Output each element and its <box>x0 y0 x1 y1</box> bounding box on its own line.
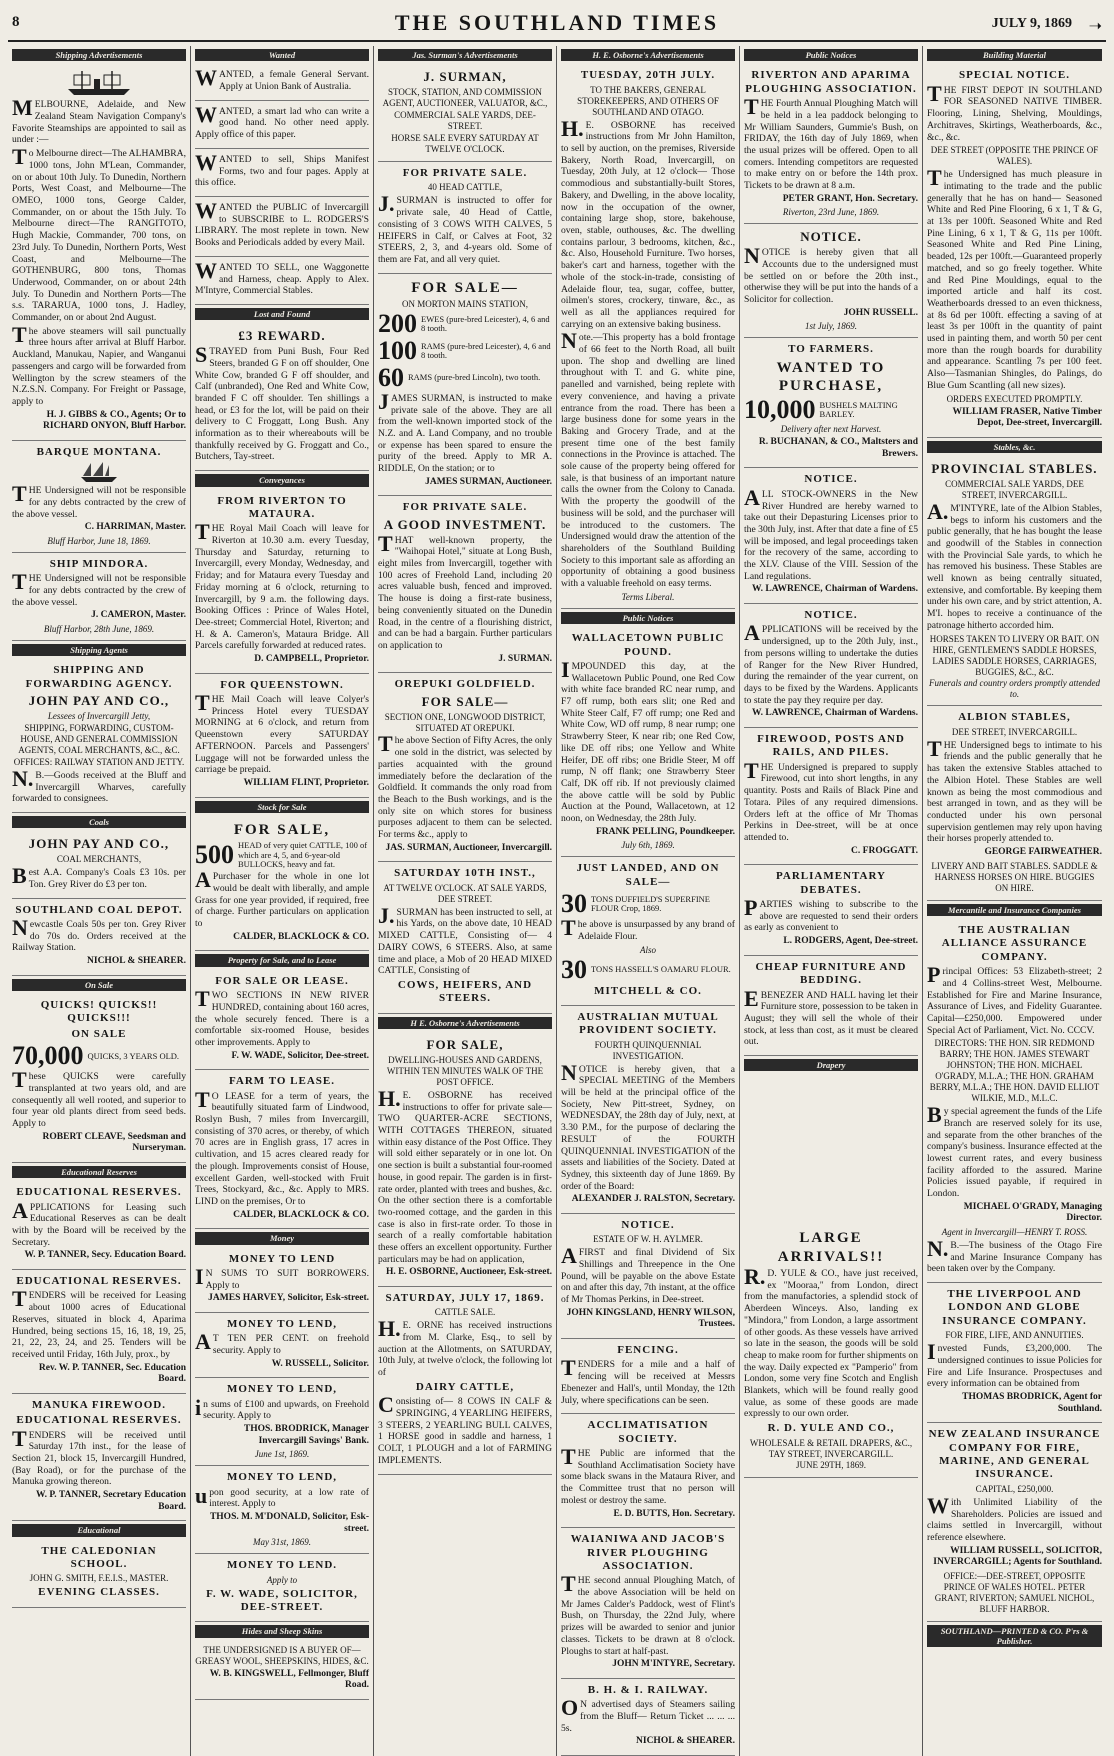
section-money: Money <box>195 1232 369 1244</box>
column-1 <box>8 46 191 1756</box>
ad-barque-montana: BARQUE MONTANA. THE Undersigned will not be responsible for any debts contracted by the crew of the above vessel. C. HARRIMAN, Master. Bluff Harbor, June 18, 1869. <box>12 441 186 553</box>
ad-educational-reserves-3: MANUKA FIREWOOD. EDUCATIONAL RESERVES. TENDERS will be received until Saturday 17th inst., for the lease of Section 21, block 15, Invercargill Hundred, (Bay Road), or for the purchase of the Manuka growing thereon. W. P. TANNER, Secretary Education Board. <box>12 1394 186 1521</box>
ad-good-investment: FOR PRIVATE SALE. A GOOD INVESTMENT. THAT well-known property, the "Waihopai Hotel," situate at Long Bush, eight miles from Invercargill, together with 100 acres of Freehold Land, including 20 acres valuable bush, fenced and improved. The house is doing a first-rate business, being conveniently situated on the Dunedin Road, in the centre of a flourishing district, and can be had a bargain. Further particulars on application to J. SURMAN. <box>378 496 552 673</box>
section-mercantile: Mercantile and Insurance Companies <box>927 904 1102 916</box>
ad-provincial-stables: PROVINCIAL STABLES. COMMERCIAL SALE YARDS, DEE STREET, INVERCARGILL. A.M'INTYRE, late of the Albion Stables, begs to inform his customers and the public generally, that he has bought the lease and goodwill of the Stables in connection with the Provincial Sale yards, to which he has removed his business. These Stables are well known as being centrally situated, extensive, and comfortable. By keeping them under his own care, and by strict attention, A. M'I. hopes to receive a continuance of the patronage hitherto accorded him. HORSES TAKEN TO LIVERY OR BAIT. ON HIRE, GENTLEMEN'S SADDLE HORSES, LADIES SADDLE HORSES, CARRIAGES, BUGGIES, &C., &C. Funerals and country orders promptly attended to. <box>927 456 1102 706</box>
ad-dwelling-houses: FOR SALE, DWELLING-HOUSES AND GARDENS, WITHIN TEN MINUTES WALK OF THE POST OFFICE. H.E. OSBORNE has received instructions to offer for private sale— TWO QUARTER-ACRE SECTIONS, WITH COTTAGES THEREON, situated within easy distance of the Post Office. They will sold either separately or in one lot. On one section is built a substantial four-roomed house, in good repair. The garden is in first-rate order, planted with trees and bushes, &c. On the other section there is a comfortable two-roomed cottage, and the garden in this case is also in first-rate order. To those in search of a really comfortable habitation these offers an excellent opportunity. Further particulars may be had on application, H. E. OSBORNE, Auctioneer, Esk-street. <box>378 1032 552 1287</box>
ad-wanted-1: WANTED, a female General Servant. Apply at Union Bank of Australia. <box>195 64 369 100</box>
ad-caledonian-school: THE CALEDONIAN SCHOOL. JOHN G. SMITH, F.E.I.S., MASTER. EVENING CLASSES. <box>12 1540 186 1608</box>
ad-john-pay-coals: JOHN PAY AND CO., COAL MERCHANTS, Best A.A. Company's Coals £3 10s. per Ton. Grey River do £3 per ton. <box>12 831 186 898</box>
ad-fencing: FENCING. TENDERS for a mile and a half of fencing will be received at Messrs Ebenezer and Hall's, until Monday, the 12th July, where specifications can be seen. <box>561 1339 735 1414</box>
column-2 <box>191 46 374 1756</box>
section-educational-reserves: Educational Reserves <box>12 1166 186 1178</box>
ad-special-notice-timber: SPECIAL NOTICE. THE FIRST DEPOT IN SOUTHLAND FOR SEASONED NATIVE TIMBER. Flooring, Lining, Shelving, Mouldings, Architraves, Skirtings, Weatherboards, &c., &c., &c. DEE STREET (OPPOSITE THE PRINCE OF WALES). The Undersigned has much pleasure in intimating to the trade and the public generally that he has on hand— Seasoned White and Red Pine Flooring, 6 x 1, T & G, at 13s per 100ft. Seasoned White and Red Pine Lining, 6 x 1, T & G, 11s per 100ft. Seasoned White and Red Pine Lining, beaded, 12s per 100ft.—Guaranteed properly matched, and so go freely together. White and Red Pine Mouldings, equal to the imported article and half its cost. Weatherboards dressed to an even thickness, at 8s 6d per 100ft. effecting a saving of at least 3s per 100ft in the quantity of paint used in painting them, and worth 50 per cent more than the rough boards for durability and appearance. Scantling 7s per 100 feet. Also—Tasmanian Shingles, do Palings, do Blue Gum Scantling (all new sizes). ORDERS EXECUTED PROMPTLY. WILLIAM FRASER, Native Timber Depot, Dee-street, Invercargill. <box>927 64 1102 437</box>
column-4 <box>557 46 740 1756</box>
ad-firewood: FIREWOOD, POSTS AND RAILS, AND PILES. THE Undersigned is prepared to supply Firewood, cut into short lengths, in any quantity. Posts and Rails of Black Pine and Totara. Piles of any required dimensions. Orders left at the office of Mr Thomas Perkins in Dee-street, will be at once attended to. C. FROGGATT. <box>744 728 918 865</box>
section-stock-for-sale: Stock for Sale <box>195 801 369 813</box>
ad-australian-alliance: THE AUSTRALIAN ALLIANCE ASSURANCE COMPANY. Principal Offices: 53 Elizabeth-street; 2 and 4 Collins-street West, Melbourne. Established for Fire and Marine Insurance, Assurance of Lives, and Fidelity Guarantee. Capital—£250,000. Empowered under Special Act of Parliament, Vict. No. CCCV. DIRECTORS: THE HON. SIR REDMOND BARRY; THE HON. JAMES STEWART JOHNSTON; THE HON. MICHAEL O'GRADY, M.L.A.; THE HON. GRAHAM BERRY, M.L.A.; THE HON. DAVID ELLIOT WILKIE, M.D., M.L.C. By special agreement the funds of the Life Branch are reserved solely for its use, and separate from the other branches of the company's business. Insurance effected at the lowest current rates, and every business facility afforded to the assured. Marine Policies issued payable, if required in London. MICHAEL O'GRADY, Managing Director. Agent in Invercargill—HENRY T. ROSS. N.B.—The business of the Otago Fire and Marine Insurance Company has been taken over by the Company. <box>927 919 1102 1283</box>
ad-waianiwa-ploughing: WAIANIWA AND JACOB'S RIVER PLOUGHING ASSOCIATION. THE second annual Ploughing Match, of the above Association will be held on Mr James Calder's Paddock, west of Flint's Bush, on Thursday, the 22nd July, where prizes will be awarded to senior and junior classes. Tickets to be drawn at 8 o'clock. Ploughs to start at half-past. JOHN M'INTYRE, Secretary. <box>561 1528 735 1679</box>
section-lost-found: Lost and Found <box>195 308 369 320</box>
section-coals: Coals <box>12 816 186 828</box>
ad-wanted-4: WANTED the PUBLIC of Invercargill to SUBSCRIBE to L. RODGERS'S LIBRARY. The most replete in town. New Books and Periodicals added by every Mail. <box>195 197 369 257</box>
section-on-sale: On Sale <box>12 979 186 991</box>
issue-date: JULY 9, 1869 <box>991 16 1072 31</box>
ad-railway: B. H. & I. RAILWAY. ON advertised days of Steamers sailing from the Bluff— Return Ticket ... ... ... 5s. NICHOL & SHEARER. <box>561 1679 735 1756</box>
ad-large-arrivals: LARGE ARRIVALS!! R.D. YULE & CO., have just received, ex "Mooraa," from London, direct from the manufactories, a splendid stock of Aberdeen Winceys. Also, landing ex "Mindora," from London, a large assortment of other goods. As these vessels have arrived so late in the season, the goods will be sold cheap to make room for further shipments on the way. Daily expected ex "Pamperio" from London, some very fine Scotch and English Blankets, which will be found really good value, as some of these goods are made expressly to our own order. R. D. YULE AND CO., WHOLESALE & RETAIL DRAPERS, &C., TAY STREET, INVERCARGILL. JUNE 29TH, 1869. <box>744 1224 918 1478</box>
ad-wanted-3: WANTED to sell, Ships Manifest Forms, two and four pages. Apply at this office. <box>195 149 369 197</box>
ad-queenstown: FOR QUEENSTOWN. THE Mail Coach will leave Colyer's Princess Hotel every TUESDAY MORNING at 6 o'clock, and return from Queenstown every SATURDAY AFTERNOON. Parcels and Passengers' Luggage will not be forwarded unless the carriage be prepaid. WILLIAM FLINT, Proprietor. <box>195 674 369 798</box>
section-wanted: Wanted <box>195 49 369 61</box>
ad-cattle-for-sale: FOR SALE, 500 HEAD of very quiet CATTLE, 100 of which are 4, 5, and 6-year-old BULLOCKS, heavy and fat. APurchaser for the whole in one lot would be dealt with liberally, and ample Grass for one year provided, if required, free of charge. Further particulars on application to CALDER, BLACKLOCK & CO. <box>195 816 369 951</box>
section-shipping: Shipping Advertisements <box>12 49 186 61</box>
ad-farm-to-lease: FARM TO LEASE. TO LEASE for a term of years, the beautifully situated farm of Lindwood, Roslyn Bush, 7 miles from Invercargill, consisting of 370 acres, or thereby, of which 70 acres are in English grass, 17 acres in cultivation, and 15 acres cleared ready for the plough. Improvements consist of House, excellent Garden, well-stocked with Fruit Trees, Stockyard, &c., &c. Apply to MRS. LIND on the premises, Or to CALDER, BLACKLOCK & CO. <box>195 1070 369 1229</box>
ad-liverpool-london: THE LIVERPOOL AND LONDON AND GLOBE INSURANCE COMPANY. FOR FIRE, LIFE, AND ANNUITIES. Invested Funds, £3,200,000. The undersigned continues to issue Policies for Fire and Life Insurance. Prospectuses and every information can be obtained from THOMAS BRODRICK, Agent for Southland. <box>927 1283 1102 1423</box>
ad-notice-stockowners: NOTICE. ALL STOCK-OWNERS in the New River Hundred are hereby warned to take out their Depasturing Licenses prior to the 30th July, inst. After that date a fine of £5 will be imposed, and legal proceedings taken for the recovery of the same, according to the XLV. Clause of the VIII. Session of the Land regulations. W. LAWRENCE, Chairman of Wardens. <box>744 468 918 604</box>
section-building-material: Building Material <box>927 49 1102 61</box>
ad-southland-coal-depot: SOUTHLAND COAL DEPOT. Newcastle Coals 50s per ton. Grey River do 70s do. Orders received at the Railway Station. NICHOL & SHEARER. <box>12 899 186 976</box>
ad-ship-mindora: SHIP MINDORA. THE Undersigned will not be responsible for any debts contracted by the crew of the above vessel. J. CAMERON, Master. Bluff Harbor, 28th June, 1869. <box>12 553 186 641</box>
column-6 <box>923 46 1106 1756</box>
section-public-notices: Public Notices <box>561 612 735 624</box>
ad-saturday-10th: SATURDAY 10TH INST., AT TWELVE O'CLOCK. AT SALE YARDS, DEE STREET. J.SURMAN has been instructed to sell, at his Yards, on the above date, 10 HEAD MIXED CATTLE, Consisting of— 4 DAIRY COWS, 6 STEERS. Also, at same time and place, a Mob of 20 HEAD MIXED CATTLE, Consisting of COWS, HEIFERS, AND STEERS. <box>378 862 552 1013</box>
ad-to-farmers: TO FARMERS. WANTED TO PURCHASE, 10,000 BUSHELS MALTING BARLEY. Delivery after next Harvest. R. BUCHANAN, & CO., Maltsters and Brewers. <box>744 338 918 468</box>
ad-private-sale-cattle: FOR PRIVATE SALE. 40 HEAD CATTLE, J.SURMAN is instructed to offer for private sale, 40 Head of Cattle, consisting of 3 COWS WITH CALVES, 5 HEIFERS in Calf, or Calves at Foot, 32 STEERS, 2, 3, and 4-years old. Some of them are Fat, and all very quiet. <box>378 162 552 274</box>
ad-wanted-2: WANTED, a smart lad who can write a good hand. No other need apply. Apply office of this paper. <box>195 101 369 149</box>
ad-melbourne-steamers: MELBOURNE, Adelaide, and New Zealand Steam Navigation Company's Favorite Steamships are appointed to sail as under :— To Melbourne direct—The ALHAMBRA, 1000 tons, John M'Lean, Commander, on or about 10th July. To Dunedin, Northern Ports, West Coast, and Melbourne—The OMEO, 1000 tons, George Calder, Commander, on or about the 15th July. To Melbourne direct—The RANGITOTO, Hugh Mackie, Commander, 700 tons, on 23rd July. To Dunedin, Northern Ports, West Coast, and Melbourne—The GOTHENBURG, 800 tons, Thomas Underwood, Commander, on or about 24th July. To Dunedin and Northern Ports—The s.s. TARARUA, 1000 tons, J. Hadley, Commander, on or about 2nd August. The above steamers will sail punctually three hours after arrival at Bluff Harbor. Auckland, Manukau, Napier, and Wanganui passengers and cargo will be forwarded from Wellington by the screw steamers of the N.Z.S.N. Company. For Freight or Passage, apply to H. J. GIBBS & CO., Agents; Or to RICHARD ONYON, Bluff Harbor. <box>12 64 186 440</box>
ad-aylmer-estate: NOTICE. ESTATE OF W. H. AYLMER. AFIRST and final Dividend of Six Shillings and Threepence in the One Pound, will be payable on the above Estate on and after this day, 7th instant, at the office of Mr Thomas Perkins, in Dee-street. JOHN KINGSLAND, HENRY WILSON, Trustees. <box>561 1214 735 1339</box>
ad-parliamentary-debates: PARLIAMENTARY DEBATES. PARTIES wishing to subscribe to the above are requested to send their orders as early as convenient to L. RODGERS, Agent, Dee-street. <box>744 865 918 956</box>
ad-flour: JUST LANDED, AND ON SALE— 30 TONS DUFFIELD'S SUPERFINE FLOUR Crop, 1869. The above is unsurpassed by any brand of Adelaide Flour. Also 30 TONS HASSELL'S OAMARU FLOUR. MITCHELL & CO. <box>561 857 735 1006</box>
ad-wanted-5: WANTED TO SELL, one Waggonette and Harness, cheap. Apply to Alex. M'Intyre, Commercial Stables. <box>195 257 369 305</box>
ad-john-pay-agency: SHIPPING AND FORWARDING AGENCY. JOHN PAY AND CO., Lessees of Invercargill Jetty, SHIPPING, FORWARDING, CUSTOM-HOUSE, AND GENERAL COMMISSION AGENTS, COAL MERCHANTS, &C., &C. OFFICES: RAILWAY STATION AND JETTY. N.B.—Goods received at the Bluff and Invercargill Wharves, carefully forwarded to consignees. <box>12 659 186 813</box>
ad-quicks: QUICKS! QUICKS!! QUICKS!!! ON SALE 70,000 QUICKS, 3 YEARS OLD. These QUICKS were carefully transplanted at two years old, and are consequently all well rooted, and superior to four year old plants direct from seed beds. Apply to ROBERT CLEAVE, Seedsman and Nurseryman. <box>12 994 186 1163</box>
section-surman: Jas. Surman's Advertisements <box>378 49 552 61</box>
ad-educational-reserves-2: EDUCATIONAL RESERVES. TENDERS will be received for Leasing about 1000 acres of Educational Reserves, situated in block 4, Aparima Hundred, being sections 15, 16, 18, 19, 25, 21, 22, 23, 24, and 25. Tenders will be received until Friday, 16th July, prox., by Rev. W. P. TANNER, Sec. Education Board. <box>12 1270 186 1394</box>
section-shipping-agents: Shipping Agents <box>12 644 186 656</box>
ad-money-5: MONEY TO LEND. Apply to F. W. WADE, SOLICITOR, DEE-STREET. <box>195 1554 369 1622</box>
ad-bakery-sale: TUESDAY, 20TH JULY. TO THE BAKERS, GENERAL STOREKEEPERS, AND OTHERS OF SOUTHLAND AND OTAGO. H.E. OSBORNE has received instructions from Mr John Hamilton, to sell by auction, on the premises, Riverside Bakery, North Road, Invercargill, on Tuesday, 20th July, at 12 o'clock— Those commodious and substantially-built Stores, Bakery, and Dwelling, in the above locality, now in the occupation of the owner, containing large shop, store, bakehouse, oven, stable, outhouses, &c. The dwelling contains parlour, 3 bedrooms, kitchen, &c., &c. Also, Household Furniture. Two horses, baker's cart and harness, together with the whole of the stock-in-trade, consisting of Adelaide flour, tea, sugar, coffee, butter, oilmen's stores, crockery, tinware, &c., as well as all the appliances required for carrying on an extensive baking business. Note.—This property has a bold frontage of 66 feet to the North Road, all built upon. The shop and dwelling are lined throughout with T. and G. white pine, panelled and varnished, being replete with every convenience, and having a private entrance from the road. There has been a large business done for some years in the Baking and Grocery Trade, and at the present time one of the best family connections in the Province is attached. The sole cause of the property being offered for sale, is that business of an important nature calls the owner from the Colony to Canada. With the property the goodwill of the business will be sold, and the purchaser will be introduced to the customers. The Undersigned would draw the attention of the shareholders of the Southland Building Society to this important sale as affording an opportunity of obtaining a good business with a valuable freehold on easy terms. Terms Liberal. <box>561 64 735 608</box>
ad-amp-society: AUSTRALIAN MUTUAL PROVIDENT SOCIETY. FOURTH QUINQUENNIAL INVESTIGATION. NOTICE is hereby given, that a SPECIAL MEETING of the Members will be held at the principal office of the Society, New Pitt-street, Sydney, on WEDNESDAY, the 28th day of July, next, at 3.30 P.M., for the purpose of declaring the RESULT of the FOURTH QUINQUENNIAL INVESTIGATION of the assets and liabilities of the Society. Dated at Sydney, this sixteenth day of June 1869. By order of the Board: ALEXANDER J. RALSTON, Secretary. <box>561 1006 735 1214</box>
newspaper-title: THE SOUTHLAND TIMES <box>394 10 720 35</box>
ad-notice-ranger: NOTICE. APPLICATIONS will be received by the undersigned, up to the 20th July, inst., from persons willing to undertake the duties of Ranger for the New River Hundred, during the remainder of the year current, on days to be fixed by the Wardens. Applicants to state the pay they require per day. W. LAWRENCE, Chairman of Wardens. <box>744 604 918 728</box>
column-3 <box>374 46 557 1756</box>
ad-money-1: MONEY TO LEND IN SUMS TO SUIT BORROWERS. Apply to JAMES HARVEY, Solicitor, Esk-street. <box>195 1248 369 1313</box>
ad-reward: £3 REWARD. STRAYED from Puni Bush, Four Red Steers, branded G F on off shoulder, One White Cow, branded G F off shoulder, and Calf (unbranded), One Red and White Cow, branded F C off shoulder. Ten shillings a head, or £3 for the lot, will be paid on their delivery to C Froggatt, Long Bush. Any information as to their whereabouts will be thankfully received by G. Froggatt and Co., Butchers, Tay-street. <box>195 323 369 471</box>
ad-sale-or-lease: FOR SALE OR LEASE. TWO SECTIONS IN NEW RIVER HUNDRED, containing about 160 acres, the whole securely fenced. There is a comfortable six-roomed House, besides other improvements. Apply to F. W. WADE, Solicitor, Dee-street. <box>195 970 369 1071</box>
page-number: 8 <box>12 14 20 30</box>
column-5 <box>740 46 923 1756</box>
printer-imprint: SOUTHLAND—PRINTED & CO. P'rs & Publisher. <box>927 1625 1102 1648</box>
arrow-icon: ➝ <box>1088 18 1102 35</box>
ad-hides: THE UNDERSIGNED IS A BUYER OF— GREASY WOOL, SHEEPSKINS, HIDES, &C. W. B. KINGSWELL, Fellmonger, Bluff Road. <box>195 1641 369 1700</box>
ad-riverton-mataura: FROM RIVERTON TO MATAURA. THE Royal Mail Coach will leave for Riverton at 10.30 a.m. every Tuesday, Thursday and Saturday, returning to Invercargill, every Monday, Wednesday, and Friday; and for Mataura every Tuesday and Friday morning at 6 o'clock, returning to Invercargill, by 9 a.m. the following days. Booking Offices : Prince of Wales Hotel, Dee-street; Commercial Hotel, Riverton; and H. & A. Cameron's, Mataura Bridge. All Parcels carefully forwarded at reduced rates. D. CAMPBELL, Proprietor. <box>195 490 369 674</box>
steamship-icon <box>64 69 134 97</box>
ad-surman-agent: J. SURMAN, STOCK, STATION, AND COMMISSION AGENT, AUCTIONEER, VALUATOR, &C., COMMERCIAL SALE YARDS, DEE-STREET. HORSE SALE EVERY SATURDAY AT TWELVE O'CLOCK. <box>378 64 552 162</box>
ad-notice-russell: NOTICE. NOTICE is hereby given that all Accounts due to the undersigned must be settled on or before the 20th inst., otherwise they will be put into the hands of a Solicitor for collection. JOHN RUSSELL. 1st July, 1869. <box>744 224 918 338</box>
ad-money-3: MONEY TO LEND, in sums of £100 and upwards, on Freehold security. Apply to THOS. BRODRICK, Manager Invercargill Savings' Bank. June 1st, 1869. <box>195 1378 369 1466</box>
section-drapery: Drapery <box>744 1059 918 1071</box>
section-stables: Stables, &c. <box>927 441 1102 453</box>
ad-orepuki-goldfield: OREPUKI GOLDFIELD. FOR SALE— SECTION ONE, LONGWOOD DISTRICT, SITUATED AT OREPUKI. The above Section of Fifty Acres, the only one sold in the district, was selected by parties acquainted with the ground immediately before the declaration of the Goldfield. It commands the only road from the Beach to the Bush workings, and is the only site on which stores for business purposes adjacent to them can be selected. For terms &c., apply to JAS. SURMAN, Auctioneer, Invercargill. <box>378 673 552 862</box>
section-public-notices-2: Public Notices <box>744 49 918 61</box>
ad-albion-stables: ALBION STABLES, DEE STREET, INVERCARGILL. THE Undersigned begs to intimate to his friends and the public generally that he has taken the extensive Stables attached to the Albion Hotel. These Stables are well known as being the most commodious and best arranged in town, and as they will be conducted under his own personal supervision gentlemen may rely upon having their horses properly attended to. GEORGE FAIRWEATHER. LIVERY AND BAIT STABLES. SADDLE & HARNESS HORSES ON HIRE. BUGGIES ON HIRE. <box>927 706 1102 900</box>
sailing-ship-icon <box>79 461 119 483</box>
section-educational: Educational <box>12 1524 186 1536</box>
ad-money-2: MONEY TO LEND, AT TEN PER CENT. on freehold security. Apply to W. RUSSELL, Solicitor. <box>195 1313 369 1378</box>
ad-wallacetown-pound: WALLACETOWN PUBLIC POUND. IMPOUNDED this day, at the Wallacetown Public Pound, one Red Cow with white face branded RC near rump, and F7 off rump, both ears slit; one Red and White Steer Calf, F7 off rump; one Red and White Cow, WD off rump, 8 near rump; one Strawberry Steer, K near rib; one Red Cow, like DE off ribs; one Yellow and White Heifer, DE off ribs; one Bridle Steer, M off rump, N off flank; one Strawberry Steer Calf, DK off rib. If not previously claimed the above cattle will be sold by Public Auction at the Pound, Wallacetown, at 12 noon, on Wednesday, the 28th July. FRANK PELLING, Poundkeeper. July 6th, 1869. <box>561 627 735 857</box>
ad-money-4: MONEY TO LEND, upon good security, at a low rate of interest. Apply to THOS. M. M'DONALD, Solicitor, Esk-street. May 31st, 1869. <box>195 1466 369 1554</box>
columns <box>8 46 1106 1747</box>
ad-cheap-furniture: CHEAP FURNITURE AND BEDDING. EBENEZER AND HALL having let their Furniture store, possession to be taken in August; they will sell the whole of their stock, at less than cost, as it must be cleared out. <box>744 956 918 1056</box>
ad-morton-mains: FOR SALE— ON MORTON MAINS STATION, 200 EWES (pure-bred Leicester), 4, 6 and 8 tooth. 100 RAMS (pure-bred Leicester), 4, 6 and 8 tooth. 60 RAMS (pure-bred Lincoln), two tooth. JAMES SURMAN, is instructed to make private sale of the above. They are all from the well-known imported stock of the N.Z. and A. Land Company, and no trouble or expense has been spared to ensure the purity of the breed. Apply to MR A. RIDDLE, On the station; or to JAMES SURMAN, Auctioneer. <box>378 274 552 497</box>
section-hides: Hides and Sheep Skins <box>195 1625 369 1637</box>
section-osborne-2: H. E. Osborne's Advertisements <box>561 49 735 61</box>
ad-educational-reserves-1: EDUCATIONAL RESERVES. APPLICATIONS for Leasing such Educational Reserves as can be dealt with by the Board will be received by the Secretary. W. P. TANNER, Secy. Education Board. <box>12 1181 186 1270</box>
ad-acclimatisation: ACCLIMATISATION SOCIETY. THE Public are informed that the Southland Acclimatisation Society have some black swans in the Mataura River, and the Committee trust that no person will molest or destroy the same. E. D. BUTTS, Hon. Secretary. <box>561 1414 735 1528</box>
masthead <box>8 6 1106 42</box>
ad-new-zealand-insurance: NEW ZEALAND INSURANCE COMPANY FOR FIRE, MARINE, AND GENERAL INSURANCE. CAPITAL, £250,000. With Unlimited Liability of the Shareholders. Policies are issued and claims settled in Invercargill, without reference elsewhere. WILLIAM RUSSELL, SOLICITOR, INVERCARGILL; Agents for Southland. OFFICE:—DEE-STREET, OPPOSITE PRINCE OF WALES HOTEL. PETER GRANT, RIVERTON; SAMUEL NICHOL, BLUFF HARBOR. <box>927 1423 1102 1621</box>
ad-cattle-sale-july-17: SATURDAY, JULY 17, 1869. CATTLE SALE. H.E. ORNE has received instructions from M. Clarke, Esq., to sell by auction at the Allotments, on SATURDAY, 10th July, at twelve o'clock, the following lot of DAIRY CATTLE, Consisting of— 8 COWS IN CALF & SPRINGING, 4 YEARLING HEIFERS, 3 STEERS, 2 YEARLING BULL CALVES, 1 HORSE good in saddle and harness, 1 COLT, 1 PLOUGH and a lot of FARMING IMPLEMENTS. <box>378 1287 552 1475</box>
section-osborne: H E. Osborne's Advertisements <box>378 1017 552 1029</box>
section-property: Property for Sale, and to Lease <box>195 954 369 966</box>
ad-riverton-ploughing: RIVERTON AND APARIMA PLOUGHING ASSOCIATION. THE Fourth Annual Ploughing Match will be held in a lea paddock belonging to Mr William Saunders, Gummie's Bush, on FRIDAY, the 16th day of July 1869, when the usual prizes will be offered. Open to all comers. Intending competitors are requested to make entry on or before the 14th prox. Tickets to be drawn at 8 a.m. PETER GRANT, Hon. Secretary. Riverton, 23rd June, 1869. <box>744 64 918 224</box>
section-conveyances: Conveyances <box>195 474 369 486</box>
